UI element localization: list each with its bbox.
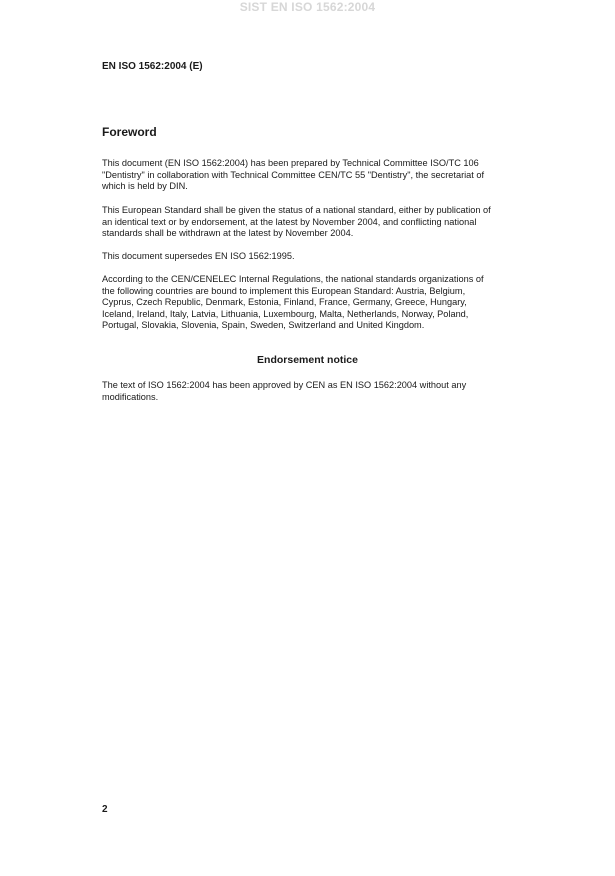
paragraph-line: an identical text or by endorsement, at the latest by November 2004, and conflicting national — [102, 216, 477, 227]
paragraph-line: Cyprus, Czech Republic, Denmark, Estonia, Finland, France, Germany, Greece, Hungary, — [102, 297, 467, 308]
paragraph-line: This European Standard shall be given the status of a national standard, either by publication of — [102, 205, 491, 215]
document-header-id: EN ISO 1562:2004 (E) — [102, 61, 203, 72]
foreword-paragraph-2 — [102, 205, 532, 240]
foreword-title: Foreword — [102, 125, 157, 139]
foreword-paragraph-1 — [102, 158, 532, 193]
foreword-paragraph-4 — [102, 274, 532, 332]
watermark: SIST EN ISO 1562:2004 — [239, 0, 376, 14]
paragraph-line: Iceland, Ireland, Italy, Latvia, Lithuania, Luxembourg, Malta, Netherlands, Norway, Poland, — [102, 308, 469, 319]
paragraph-line: Portugal, Slovakia, Slovenia, Spain, Sweden, Switzerland and United Kingdom. — [102, 320, 425, 331]
paragraph-line: This document supersedes EN ISO 1562:1995. — [102, 251, 295, 261]
endorsement-paragraph — [102, 380, 532, 403]
paragraph-line: modifications. — [102, 391, 159, 402]
foreword-paragraph-3 — [102, 251, 532, 263]
page-number: 2 — [102, 804, 108, 815]
endorsement-notice-title: Endorsement notice — [257, 354, 358, 366]
paragraph-line: the following countries are bound to implement this European Standard: Austria, Belgium, — [102, 285, 466, 296]
paragraph-line: standards shall be withdrawn at the latest by November 2004. — [102, 228, 354, 239]
paragraph-line: The text of ISO 1562:2004 has been approved by CEN as EN ISO 1562:2004 without any — [102, 380, 467, 390]
paragraph-line: "Dentistry" in collaboration with Technical Committee CEN/TC 55 "Dentistry", the secretariat of — [102, 169, 485, 180]
paragraph-line: According to the CEN/CENELEC Internal Regulations, the national standards organizations of — [102, 274, 484, 284]
paragraph-line: which is held by DIN. — [102, 181, 188, 192]
paragraph-line: This document (EN ISO 1562:2004) has been prepared by Technical Committee ISO/TC 106 — [102, 158, 479, 168]
